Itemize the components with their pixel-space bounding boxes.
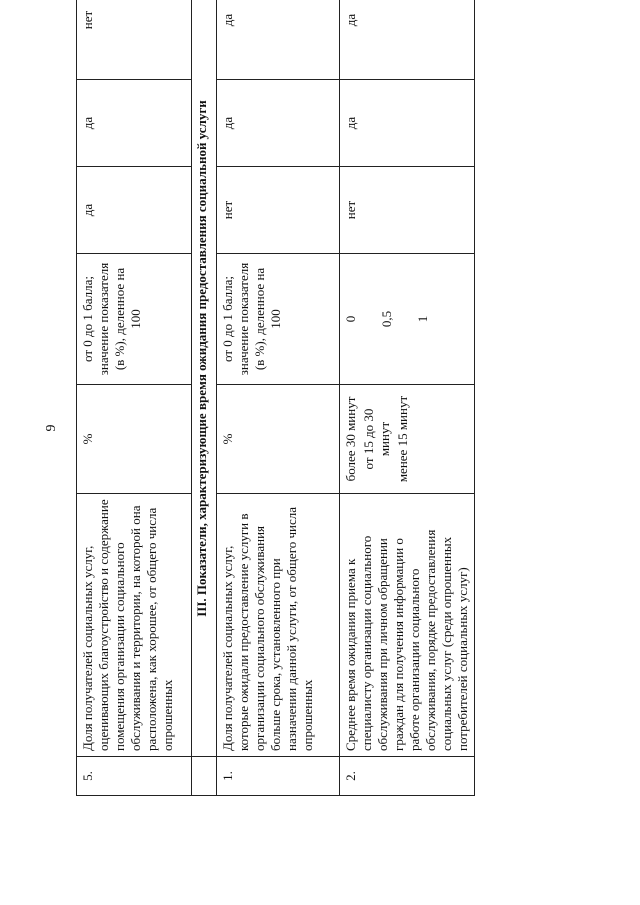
indicator-flag-1: нет: [340, 167, 475, 254]
table-row: [77, 0, 192, 796]
indicator-table: [76, 0, 475, 796]
indicator-unit: %: [77, 385, 192, 494]
indicator-flag-1: нет: [217, 167, 340, 254]
table-row: [217, 0, 340, 796]
unit-option-under-15: менее 15 минут: [395, 395, 410, 483]
indicator-flag-3: нет: [77, 0, 192, 80]
row-number: 5.: [77, 757, 192, 796]
indicator-flag-3: да: [340, 0, 475, 80]
indicator-value: от 0 до 1 балла; значение показателя (в %), деленное на 100: [77, 254, 192, 385]
indicator-table-sheet: [76, 10, 470, 796]
indicator-name: Среднее время ожидания приема к специалисту организации социального обслуживания при личном обращении граждан для получения информации о работе организации социального обслуживания, порядке предоставления социальных услуг (среди опрошенных потребителей социальных услуг): [340, 494, 475, 757]
indicator-value: [340, 254, 475, 385]
value-15-30: 0,5: [379, 310, 394, 328]
indicator-flag-2: да: [340, 80, 475, 167]
indicator-flag-3: да: [217, 0, 340, 80]
indicator-unit: [340, 385, 475, 494]
indicator-name: Доля получателей социальных услуг, оценивающих благоустройство и содержание помещения организации социального обслуживания и территории, на которой она расположена, как хорошее, от общего числа опрошенных: [77, 494, 192, 757]
value-over-30: 0: [343, 315, 358, 323]
row-number: 2.: [340, 757, 475, 796]
indicator-value: от 0 до 1 балла; значение показателя (в %), деленное на 100: [217, 254, 340, 385]
indicator-flag-1: да: [77, 167, 192, 254]
indicator-name: Доля получателей социальных услуг, которые ожидали предоставление услуги в организации социального обслуживания больше срока, установленного при назначении данной услуги, от общего числа опрошенных: [217, 494, 340, 757]
indicator-flag-2: да: [77, 80, 192, 167]
page-number: 9: [44, 424, 59, 432]
table-row: [340, 0, 475, 796]
section-row: [192, 0, 217, 796]
indicator-flag-2: да: [217, 80, 340, 167]
value-under-15: 1: [415, 315, 430, 323]
section-title: III. Показатели, характеризующие время ожидания предоставления социальной услуги: [192, 0, 217, 757]
section-number-cell: [192, 757, 217, 796]
unit-option-15-30: от 15 до 30 минут: [361, 408, 392, 470]
row-number: 1.: [217, 757, 340, 796]
unit-option-over-30: более 30 минут: [343, 396, 358, 482]
indicator-unit: %: [217, 385, 340, 494]
